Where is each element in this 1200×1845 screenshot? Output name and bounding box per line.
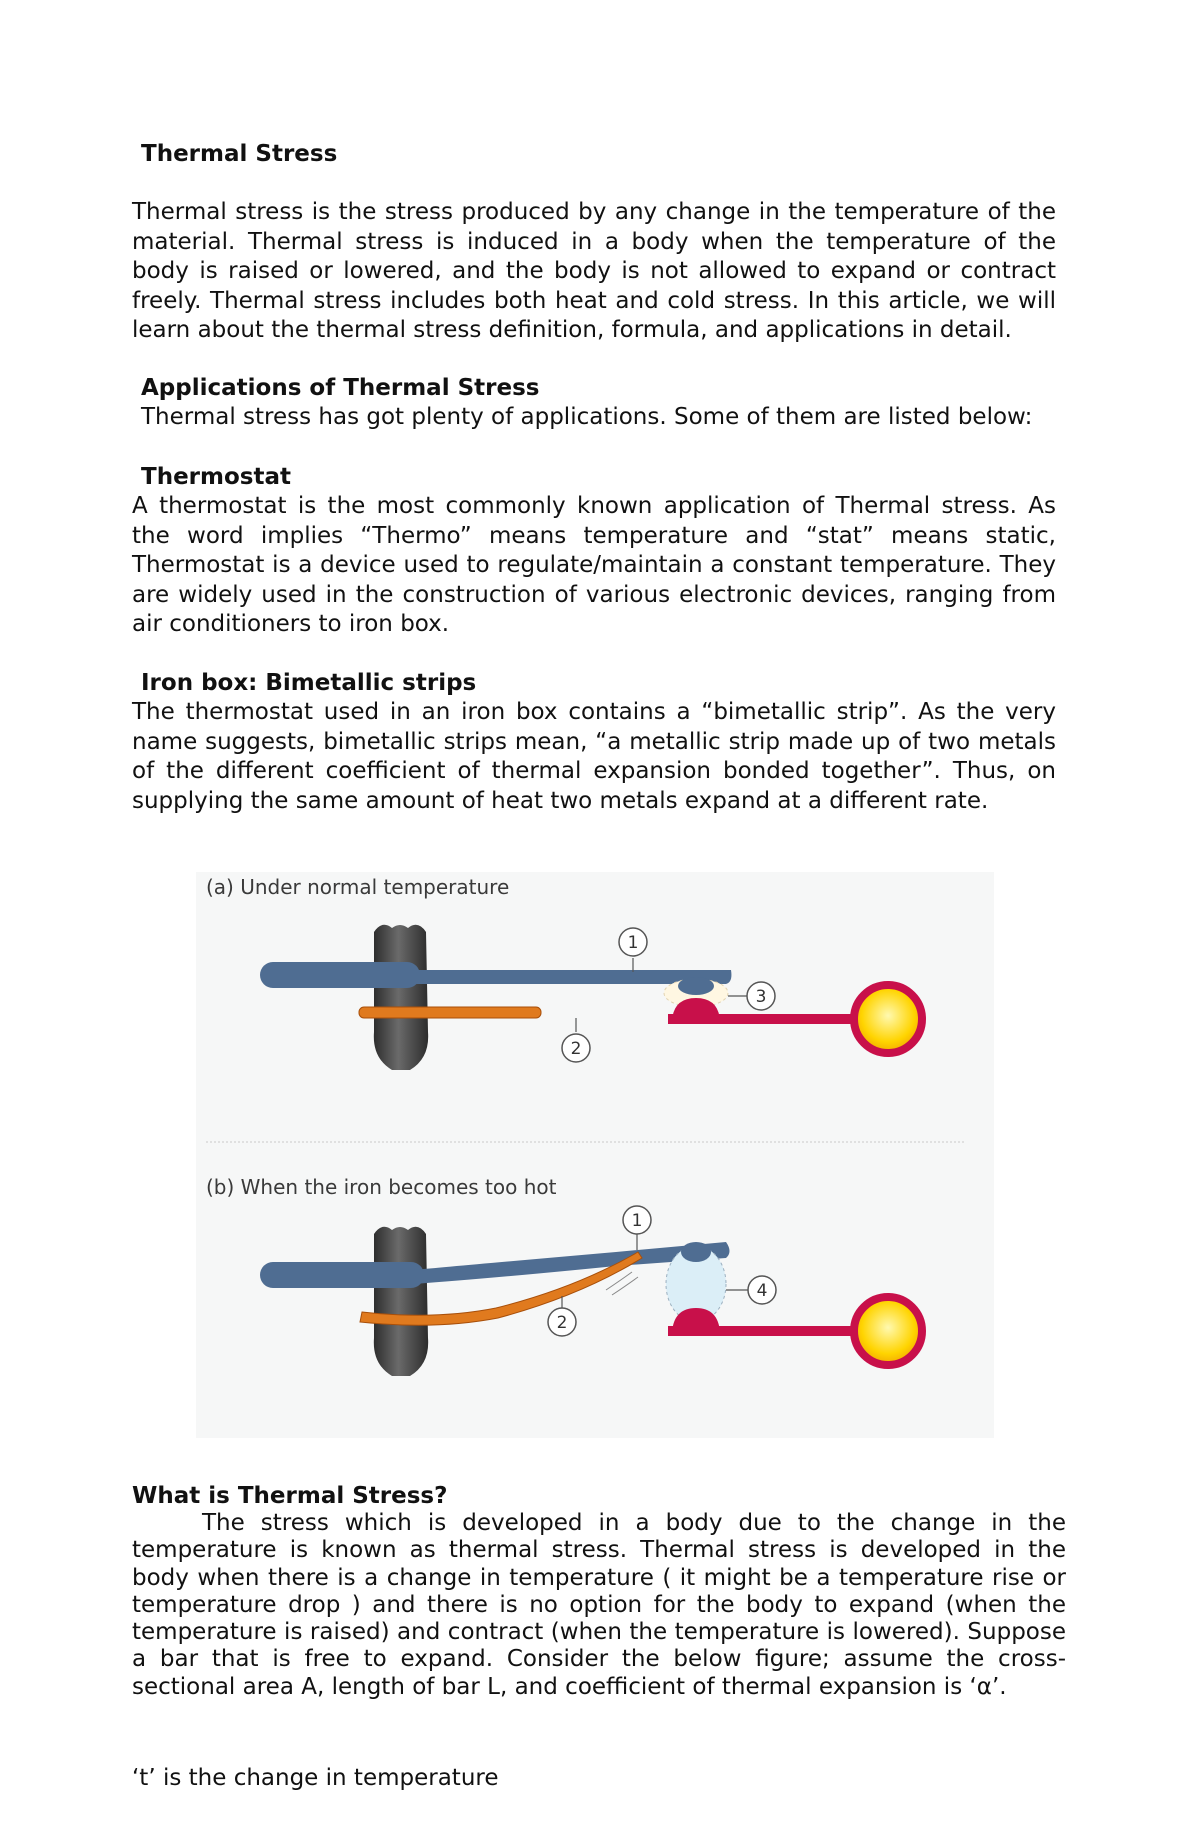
what-is-heading: What is Thermal Stress?: [132, 1483, 448, 1509]
panel-b-wire: [668, 1326, 868, 1336]
panel-a-callout-1: [619, 928, 647, 972]
what-is-text: The stress which is developed in a body due to the change in the temperature is known as thermal stress. Thermal stress is developed in the body when there is a change in temperature ( it might be a temperature rise or temperature drop ) and there is no option for the body to expand (when the temperature is raised) and contract (when the temperature is lowered). Suppose a bar that is free to expand. Consider the below figure; assume the cross-sectional area A, length of bar L, and coefficient of thermal expansion is ‘α’.: [132, 1510, 1066, 1700]
panel-b-post: [374, 1227, 428, 1376]
panel-a-orange-strip: [359, 1007, 541, 1018]
svg-text:3: 3: [755, 987, 767, 1007]
thermostat-heading: Thermostat: [141, 464, 291, 490]
svg-text:2: 2: [556, 1313, 568, 1333]
panel-a-lamp: [854, 985, 922, 1053]
panel-a-callout-2: [562, 1018, 590, 1062]
applications-intro: Thermal stress has got plenty of applications. Some of them are listed below:: [141, 404, 1033, 430]
page-title: Thermal Stress: [141, 141, 338, 167]
panel-b-callout-4: [726, 1276, 776, 1304]
panel-b-label: (b) When the iron becomes too hot: [206, 1175, 557, 1199]
panel-a-blue-strip-base: [260, 962, 420, 988]
bimetallic-strip-figure: [196, 872, 994, 1438]
panel-b-blue-strip-base: [260, 1262, 424, 1288]
thermostat-paragraph: A thermostat is the most commonly known application of Thermal stress. As the word implies “Thermo” means temperature and “stat” means static, Thermostat is a device used to regulate/maintain a constant temperature. They are widely used in the construction of various electronic devices, ranging from air conditioners to iron box.: [132, 493, 1056, 637]
panel-b-callout-1: [623, 1206, 651, 1250]
svg-text:2: 2: [570, 1039, 582, 1059]
svg-text:1: 1: [631, 1211, 643, 1231]
panel-b-callout-2: [548, 1296, 576, 1336]
svg-text:4: 4: [756, 1281, 768, 1301]
bimetallic-strip-diagram: [196, 872, 994, 1438]
ironbox-paragraph: The thermostat used in an iron box contains a “bimetallic strip”. As the very name suggests, bimetallic strips mean, “a metallic strip made up of two metals of the different coefficient of thermal expansion bonded together”. Thus, on supplying the same amount of heat two metals expand at a different rate.: [132, 699, 1056, 814]
applications-heading: Applications of Thermal Stress: [141, 375, 540, 401]
panel-a-label: (a) Under normal temperature: [206, 875, 510, 899]
intro-paragraph: Thermal stress is the stress produced by any change in the temperature of the material. Thermal stress is induced in a body when the temperature of the body is raised or lowered, and the body is not allowed to expand or contract freely. Thermal stress includes both heat and cold stress. In this article, we will learn about the thermal stress definition, formula, and applications in detail.: [132, 199, 1056, 343]
svg-text:1: 1: [627, 933, 639, 953]
panel-b-upper-contact: [681, 1242, 711, 1262]
what-is-paragraph: [132, 1510, 1066, 1701]
panel-a-wire: [668, 1014, 868, 1024]
t-definition: ‘t’ is the change in temperature: [132, 1765, 499, 1791]
panel-a-callout-3: [728, 982, 775, 1010]
panel-b-lamp: [854, 1297, 922, 1365]
panel-a-upper-contact: [678, 977, 714, 995]
panel-a-post: [374, 925, 428, 1070]
ironbox-heading: Iron box: Bimetallic strips: [141, 670, 477, 696]
